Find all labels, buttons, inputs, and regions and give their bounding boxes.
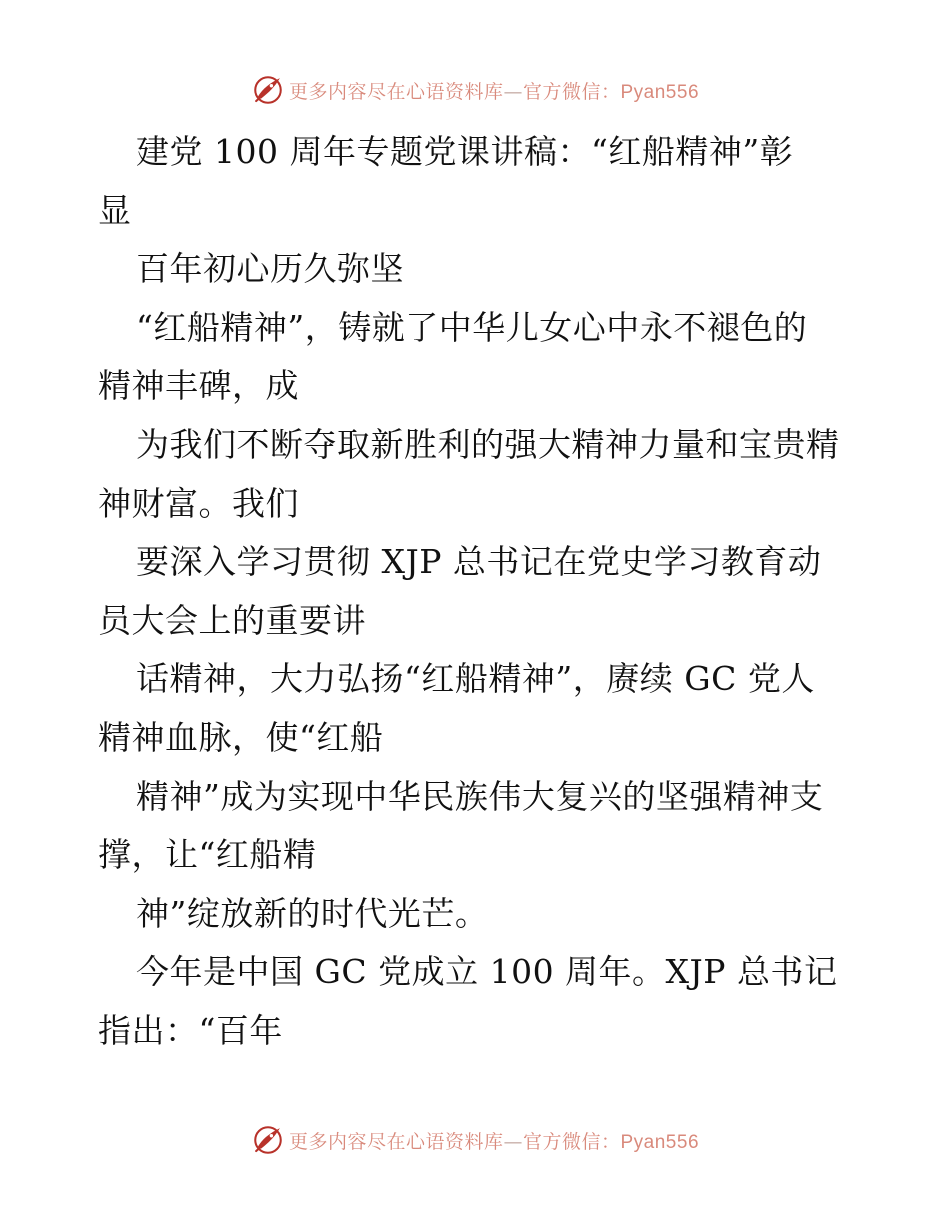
text-line: 今年是中国 GC 党成立 100 周年。XJP 总书记	[136, 952, 838, 992]
text-line: 话精神，大力弘扬“红船精神”，赓续 GC 党人	[136, 659, 815, 699]
watermark-main: 更多内容尽在心语资料库	[288, 80, 504, 103]
text-line: 撑，让“红船精	[98, 835, 317, 875]
text-line: 精神”成为实现中华民族伟大复兴的坚强精神支	[136, 776, 824, 816]
text-line: 神财富。我们	[98, 483, 299, 523]
text-line: 神”绽放新的时代光芒。	[136, 893, 489, 933]
text-line: 建党 100 周年专题党课讲稿：“红船精神”彰	[136, 132, 794, 171]
pen-nib-logo-icon	[251, 73, 285, 107]
watermark-official: 官方微信：	[522, 1130, 621, 1153]
header-watermark	[0, 70, 950, 110]
pen-nib-logo-icon	[251, 1123, 285, 1157]
footer-watermark	[0, 1120, 950, 1160]
text-line: 精神血脉，使“红船	[98, 717, 384, 757]
text-line: 百年初心历久弥坚	[136, 249, 404, 289]
text-line: 为我们不断夺取新胜利的强大精神力量和宝贵精	[136, 424, 840, 464]
document-body	[98, 123, 858, 1061]
watermark-separator: —	[503, 80, 523, 103]
text-line: “红船精神”，铸就了中华儿女心中永不褪色的	[136, 307, 808, 347]
text-line: 员大会上的重要讲	[98, 600, 366, 640]
watermark-official: 官方微信：	[522, 80, 621, 103]
watermark-main: 更多内容尽在心语资料库	[288, 1130, 504, 1153]
watermark-text	[289, 1127, 699, 1154]
watermark-text	[289, 77, 699, 104]
text-line: 指出：“百年	[98, 1010, 283, 1050]
text-line: 精神丰碑，成	[98, 366, 299, 406]
watermark-separator: —	[503, 1130, 523, 1153]
text-line: 要深入学习贯彻 XJP 总书记在党史学习教育动	[136, 542, 822, 582]
watermark-wechat-id: Pyan556	[620, 1131, 700, 1153]
text-line: 显	[98, 190, 132, 230]
watermark-wechat-id: Pyan556	[620, 81, 700, 103]
